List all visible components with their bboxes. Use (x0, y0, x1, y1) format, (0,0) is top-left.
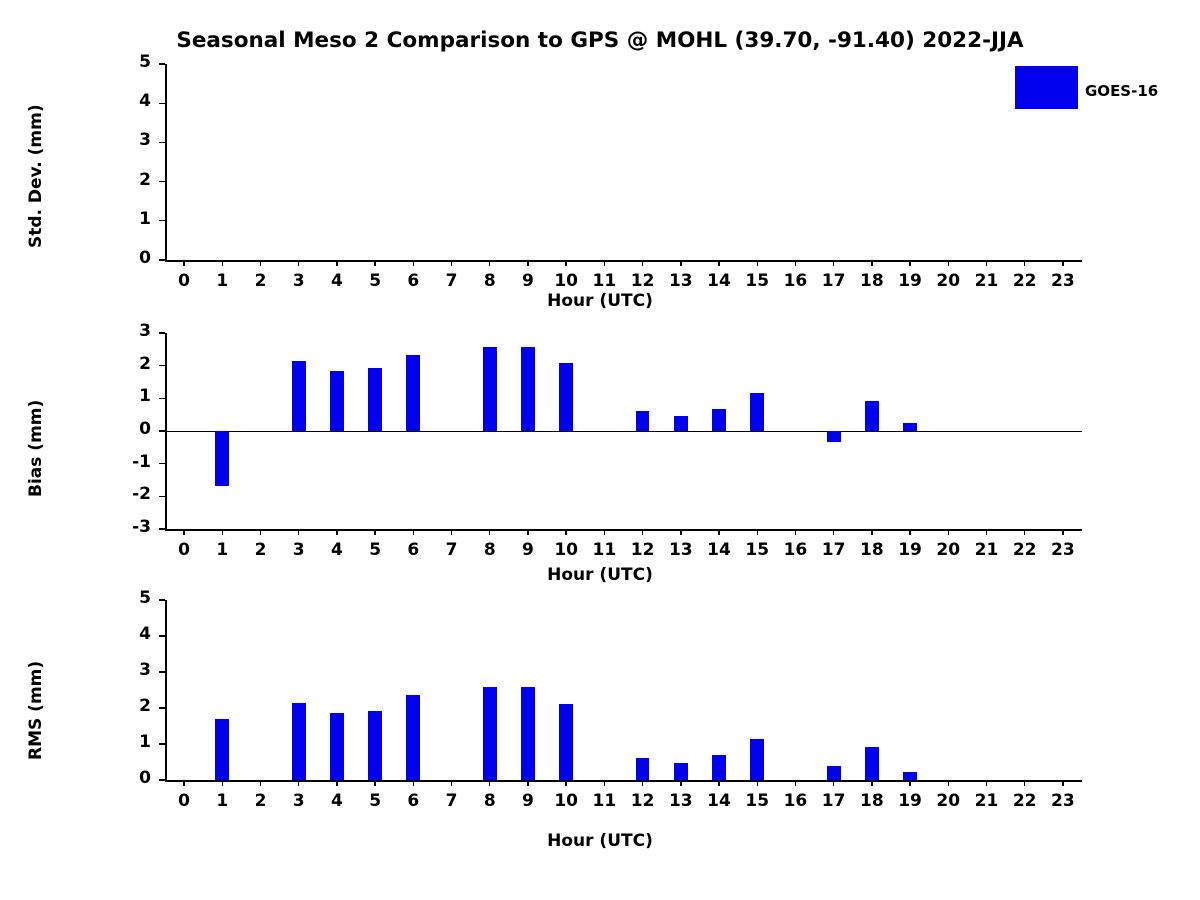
y-tick-mark (159, 463, 165, 464)
x-tick-mark (871, 529, 872, 535)
y-tick-label: 4 (139, 91, 151, 112)
x-tick-mark (336, 780, 337, 786)
x-tick-mark (833, 529, 834, 535)
bar (712, 409, 726, 431)
x-tick-label: 0 (178, 271, 191, 291)
x-tick-mark (757, 529, 758, 535)
x-tick-mark (183, 260, 184, 266)
x-tick-label: 12 (630, 791, 655, 811)
x-tick-mark (222, 529, 223, 535)
legend-swatch-goes16 (1015, 66, 1078, 109)
x-tick-mark (451, 529, 452, 535)
x-tick-label: 7 (445, 271, 458, 291)
y-tick-label: 0 (139, 419, 151, 439)
x-tick-label: 1 (216, 791, 229, 811)
x-tick-label: 4 (331, 271, 343, 291)
x-tick-label: 23 (1051, 271, 1075, 291)
y-tick-mark (159, 142, 165, 143)
y-tick-mark (159, 365, 165, 366)
x-tick-mark (680, 780, 681, 786)
bar (827, 766, 841, 780)
bar (483, 687, 497, 780)
x-tick-mark (871, 780, 872, 786)
y-tick-label: 2 (139, 696, 151, 716)
x-tick-mark (565, 529, 566, 535)
y-tick-mark (159, 707, 165, 708)
x-tick-label: 14 (707, 271, 731, 291)
x-tick-mark (298, 529, 299, 535)
bar (368, 368, 382, 431)
chart-panel-bias (0, 300, 1200, 585)
x-tick-mark (527, 529, 528, 535)
x-tick-label: 11 (592, 271, 617, 291)
y-axis-label-std-dev: Std. Dev. (mm) (26, 104, 46, 248)
bar (406, 695, 420, 780)
x-tick-label: 15 (745, 271, 770, 291)
x-tick-mark (757, 780, 758, 786)
x-tick-mark (909, 260, 910, 266)
x-tick-label: 13 (668, 791, 693, 811)
x-tick-mark (1024, 260, 1025, 266)
bar (827, 431, 841, 442)
x-tick-label: 18 (860, 271, 884, 291)
x-tick-mark (413, 260, 414, 266)
bar (750, 739, 764, 780)
y-tick-label: 0 (139, 248, 151, 268)
x-tick-mark (795, 260, 796, 266)
x-tick-label: 17 (821, 271, 846, 291)
x-tick-label: 12 (630, 271, 655, 291)
bar (865, 747, 879, 780)
y-tick-label: 2 (139, 169, 151, 190)
x-tick-label: 14 (707, 791, 731, 811)
y-tick-label: 4 (139, 624, 151, 644)
x-tick-mark (413, 529, 414, 535)
y-tick-mark (159, 743, 165, 744)
x-tick-label: 1 (216, 540, 229, 560)
x-tick-label: 19 (898, 271, 922, 291)
x-tick-mark (565, 260, 566, 266)
bar (674, 416, 688, 431)
x-tick-label: 9 (522, 271, 534, 291)
x-tick-mark (527, 780, 528, 786)
x-tick-mark (298, 780, 299, 786)
x-tick-label: 16 (783, 791, 808, 811)
y-tick-mark (159, 496, 165, 497)
x-tick-mark (604, 780, 605, 786)
y-tick-mark (159, 332, 165, 333)
x-tick-label: 1 (216, 271, 229, 291)
x-tick-label: 9 (522, 791, 534, 811)
y-tick-label: 2 (139, 353, 151, 374)
x-tick-label: 2 (254, 540, 267, 560)
x-axis-label-bias: Hour (UTC) (547, 565, 653, 585)
x-tick-mark (986, 780, 987, 786)
y-tick-label: 3 (139, 321, 151, 341)
page-title: Seasonal Meso 2 Comparison to GPS @ MOHL (39.70, -91.40) 2022-JJA (176, 28, 1024, 53)
x-tick-label: 8 (483, 791, 496, 811)
x-tick-label: 11 (592, 791, 617, 811)
x-tick-mark (948, 260, 949, 266)
x-tick-mark (680, 260, 681, 266)
x-tick-mark (298, 260, 299, 266)
x-tick-mark (909, 529, 910, 535)
x-tick-label: 6 (407, 271, 420, 291)
x-tick-label: 17 (821, 791, 846, 811)
x-tick-mark (374, 529, 375, 535)
x-tick-label: 21 (974, 271, 999, 291)
x-tick-label: 10 (554, 540, 579, 560)
x-tick-label: 4 (331, 791, 343, 811)
x-tick-label: 8 (483, 271, 496, 291)
x-tick-label: 20 (936, 791, 961, 811)
x-tick-label: 23 (1051, 540, 1075, 560)
x-tick-label: 0 (178, 791, 191, 811)
x-tick-mark (374, 260, 375, 266)
y-tick-label: 0 (139, 768, 151, 788)
x-tick-mark (833, 260, 834, 266)
x-tick-label: 20 (936, 271, 961, 291)
x-tick-label: 3 (292, 791, 305, 811)
x-tick-mark (680, 529, 681, 535)
y-tick-label: 3 (139, 660, 151, 680)
x-tick-label: 6 (407, 791, 420, 811)
x-tick-mark (718, 529, 719, 535)
x-tick-mark (642, 260, 643, 266)
bar (292, 703, 306, 780)
y-axis-line (165, 64, 167, 262)
x-tick-mark (718, 780, 719, 786)
x-tick-label: 15 (745, 540, 770, 560)
y-tick-label: 1 (139, 386, 151, 407)
y-tick-mark (159, 259, 165, 260)
y-tick-label: -1 (132, 451, 151, 472)
x-tick-mark (909, 780, 910, 786)
x-tick-mark (948, 780, 949, 786)
bar (750, 393, 764, 431)
y-tick-mark (159, 635, 165, 636)
x-tick-mark (986, 260, 987, 266)
bar (712, 755, 726, 780)
x-tick-label: 13 (668, 271, 693, 291)
y-tick-mark (159, 779, 165, 780)
x-tick-label: 19 (898, 791, 922, 811)
x-tick-mark (642, 780, 643, 786)
x-tick-label: 15 (745, 791, 770, 811)
x-tick-mark (795, 780, 796, 786)
x-tick-label: 3 (292, 271, 305, 291)
legend-label-goes16: GOES-16 (1085, 82, 1159, 100)
x-axis-line (165, 780, 1082, 782)
x-tick-mark (1024, 780, 1025, 786)
bar (521, 347, 535, 431)
bar (636, 758, 650, 780)
bar (483, 347, 497, 431)
x-tick-label: 3 (292, 540, 305, 560)
y-tick-label: -2 (132, 484, 151, 505)
x-axis-line (165, 260, 1082, 262)
x-tick-mark (527, 260, 528, 266)
x-tick-mark (833, 780, 834, 786)
bar (559, 363, 573, 431)
x-tick-mark (718, 260, 719, 266)
x-tick-label: 22 (1012, 791, 1037, 811)
y-tick-mark (159, 430, 165, 431)
x-tick-label: 21 (974, 791, 999, 811)
x-tick-mark (986, 529, 987, 535)
y-tick-mark (159, 220, 165, 221)
x-tick-label: 14 (707, 540, 731, 560)
x-tick-label: 12 (630, 540, 655, 560)
y-tick-mark (159, 181, 165, 182)
bar (521, 687, 535, 780)
x-tick-label: 22 (1012, 271, 1037, 291)
y-tick-mark (159, 599, 165, 600)
bar (330, 713, 344, 780)
x-tick-label: 23 (1051, 791, 1075, 811)
x-tick-mark (642, 529, 643, 535)
y-axis-line (165, 600, 167, 782)
chart-panel-std-dev (0, 0, 1200, 311)
x-tick-label: 10 (554, 791, 579, 811)
x-tick-mark (336, 260, 337, 266)
bar (636, 411, 650, 431)
bar (559, 704, 573, 780)
bar (674, 763, 688, 780)
x-tick-mark (413, 780, 414, 786)
x-tick-mark (1024, 529, 1025, 535)
x-tick-label: 19 (898, 540, 922, 560)
x-tick-mark (489, 260, 490, 266)
x-axis-label-rms: Hour (UTC) (547, 831, 653, 851)
bar (903, 423, 917, 431)
x-tick-mark (948, 529, 949, 535)
x-tick-label: 5 (369, 791, 382, 811)
x-tick-mark (604, 260, 605, 266)
y-axis-label-bias: Bias (mm) (26, 399, 46, 497)
x-tick-label: 7 (445, 791, 458, 811)
x-tick-mark (451, 260, 452, 266)
x-tick-mark (183, 780, 184, 786)
y-tick-mark (159, 528, 165, 529)
y-tick-label: -3 (132, 517, 151, 537)
x-tick-label: 6 (407, 540, 420, 560)
bar (903, 772, 917, 780)
x-tick-mark (871, 260, 872, 266)
x-axis-line (165, 529, 1082, 531)
y-tick-mark (159, 63, 165, 64)
y-tick-label: 5 (139, 588, 151, 608)
x-tick-label: 16 (783, 271, 808, 291)
x-tick-label: 11 (592, 540, 617, 560)
x-tick-mark (489, 529, 490, 535)
x-tick-label: 8 (483, 540, 496, 560)
plot-area-std-dev (165, 64, 1082, 260)
x-tick-mark (374, 780, 375, 786)
y-tick-label: 1 (139, 208, 151, 229)
x-tick-label: 18 (860, 540, 884, 560)
x-tick-label: 21 (974, 540, 999, 560)
x-tick-label: 22 (1012, 540, 1037, 560)
x-tick-label: 4 (331, 540, 343, 560)
x-tick-mark (489, 780, 490, 786)
x-tick-label: 5 (369, 271, 382, 291)
chart-panel-rms (0, 582, 1200, 882)
bar (865, 401, 879, 431)
x-tick-label: 13 (668, 540, 693, 560)
y-tick-mark (159, 671, 165, 672)
x-tick-label: 0 (178, 540, 191, 560)
y-tick-label: 5 (139, 52, 151, 72)
y-tick-label: 3 (139, 130, 151, 151)
x-tick-mark (604, 529, 605, 535)
x-tick-mark (795, 529, 796, 535)
x-tick-mark (565, 780, 566, 786)
x-tick-mark (222, 260, 223, 266)
bar (215, 431, 229, 486)
y-tick-mark (159, 398, 165, 399)
y-tick-mark (159, 103, 165, 104)
x-tick-mark (1062, 780, 1063, 786)
zero-line (165, 431, 1082, 432)
x-axis-label-std-dev: Hour (UTC) (547, 291, 653, 311)
x-tick-label: 2 (254, 791, 267, 811)
x-tick-mark (260, 780, 261, 786)
x-tick-label: 18 (860, 791, 884, 811)
x-tick-mark (757, 260, 758, 266)
x-tick-label: 16 (783, 540, 808, 560)
x-tick-mark (451, 780, 452, 786)
bar (292, 361, 306, 431)
x-tick-mark (1062, 260, 1063, 266)
y-axis-label-rms: RMS (mm) (26, 660, 46, 760)
bar (406, 355, 420, 431)
x-tick-label: 17 (821, 540, 846, 560)
x-tick-label: 7 (445, 540, 458, 560)
x-tick-mark (183, 529, 184, 535)
x-tick-mark (260, 529, 261, 535)
x-tick-label: 2 (254, 271, 267, 291)
x-tick-mark (336, 529, 337, 535)
bar (330, 371, 344, 431)
x-tick-label: 20 (936, 540, 961, 560)
bar (368, 711, 382, 780)
x-tick-mark (222, 780, 223, 786)
x-tick-label: 10 (554, 271, 579, 291)
x-tick-label: 5 (369, 540, 382, 560)
x-tick-mark (1062, 529, 1063, 535)
bar (215, 719, 229, 780)
x-tick-mark (260, 260, 261, 266)
x-tick-label: 9 (522, 540, 534, 560)
y-tick-label: 1 (139, 732, 151, 752)
